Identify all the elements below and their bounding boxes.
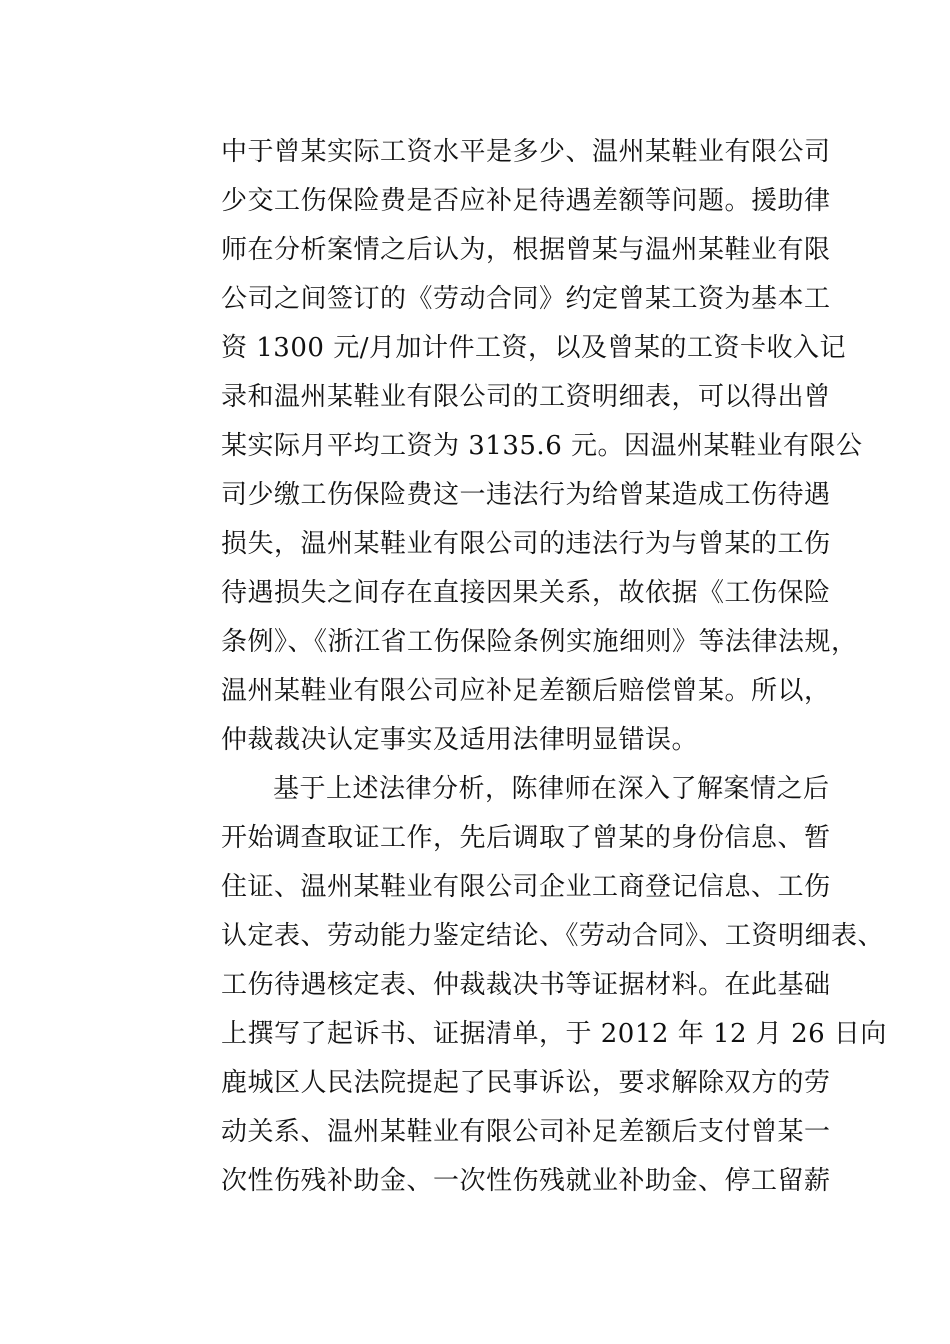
text-line: 条例》、《浙江省工伤保险条例实施细则》等法律法规，	[221, 627, 858, 657]
text-line: 工伤待遇核定表、仲裁裁决书等证据材料。在此基础	[221, 970, 831, 1000]
text-line: 录和温州某鞋业有限公司的工资明细表，可以得出曾	[221, 382, 831, 412]
text-line: 少交工伤保险费是否应补足待遇差额等问题。援助律	[221, 186, 831, 216]
text-line: 认定表、劳动能力鉴定结论、《劳动合同》、工资明细表、	[221, 921, 885, 951]
text-line: 住证、温州某鞋业有限公司企业工商登记信息、工伤	[221, 872, 831, 902]
text-line: 中于曾某实际工资水平是多少、温州某鞋业有限公司	[221, 137, 831, 167]
text-line: 公司之间签订的《劳动合同》约定曾某工资为基本工	[221, 284, 831, 314]
text-line: 鹿城区人民法院提起了民事诉讼，要求解除双方的劳	[221, 1068, 831, 1098]
text-line: 某实际月平均工资为 3135.6 元。因温州某鞋业有限公	[221, 431, 863, 461]
paragraph-first-line: 基于上述法律分析，陈律师在深入了解案情之后	[273, 774, 830, 804]
text-line: 上撰写了起诉书、证据清单，于 2012 年 12 月 26 日向	[221, 1019, 887, 1049]
text-line: 开始调查取证工作，先后调取了曾某的身份信息、暂	[221, 823, 831, 853]
text-line: 次性伤残补助金、一次性伤残就业补助金、停工留薪	[221, 1166, 831, 1196]
text-line: 资 1300 元/月加计件工资，以及曾某的工资卡收入记	[221, 333, 846, 363]
text-line: 师在分析案情之后认为，根据曾某与温州某鞋业有限	[221, 235, 831, 265]
text-line: 仲裁裁决认定事实及适用法律明显错误。	[221, 725, 699, 755]
text-line: 待遇损失之间存在直接因果关系，故依据《工伤保险	[221, 578, 831, 608]
text-line: 司少缴工伤保险费这一违法行为给曾某造成工伤待遇	[221, 480, 831, 510]
text-line: 温州某鞋业有限公司应补足差额后赔偿曾某。所以，	[221, 676, 831, 706]
body-text	[221, 128, 887, 1206]
text-line: 动关系、温州某鞋业有限公司补足差额后支付曾某一	[221, 1117, 831, 1147]
text-line: 损失，温州某鞋业有限公司的违法行为与曾某的工伤	[221, 529, 831, 559]
